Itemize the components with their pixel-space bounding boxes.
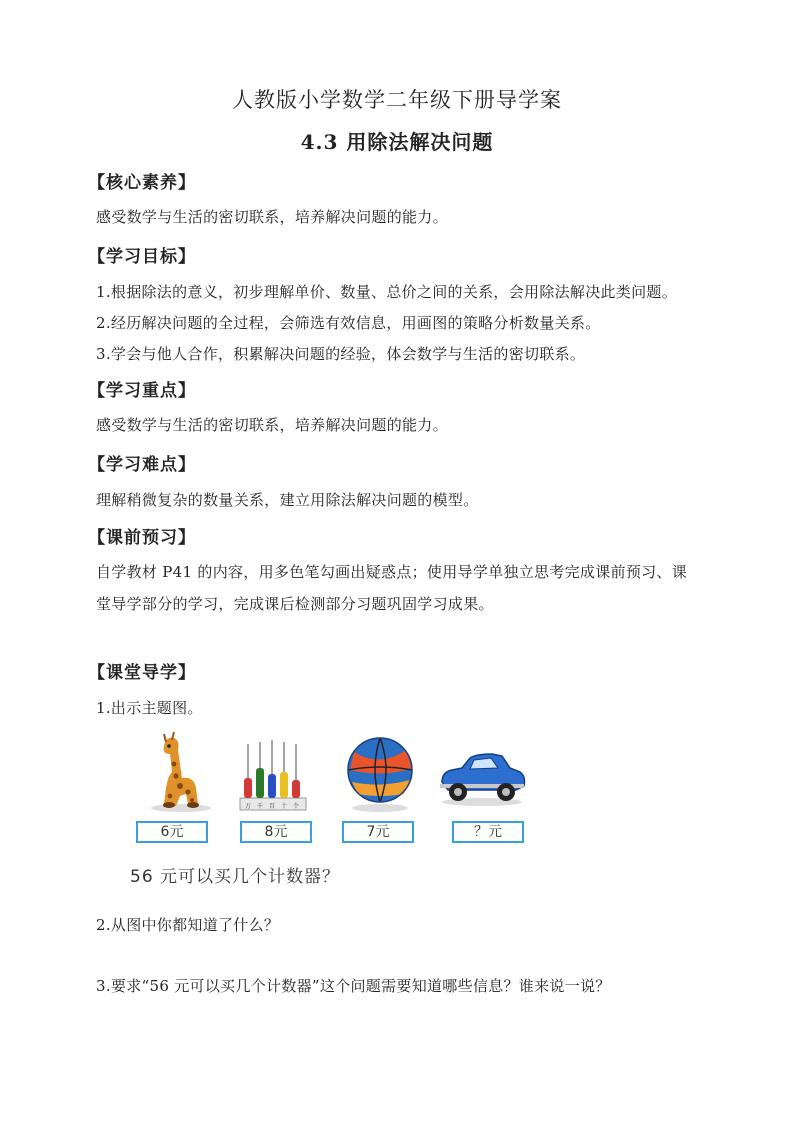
basketball-image [340,728,430,814]
price-box-giraffe: 6元 [136,821,208,843]
price-box-abacus: 8元 [240,821,312,843]
difficulty-heading: 【学习难点】 [88,455,196,475]
goal-item-3: 3.学会与他人合作，积累解决问题的经验，体会数学与生活的密切联系。 [96,345,586,363]
page-title: 人教版小学数学二年级下册导学案 [232,88,562,112]
preview-text-line2: 堂导学部分的学习，完成课后检测部分习题巩固学习成果。 [96,595,494,613]
abacus-label-wan: 万 [244,803,252,810]
abacus-label-shi: 十 [280,803,288,810]
key-heading: 【学习重点】 [88,381,196,401]
guide-step-3: 3.要求“56 元可以买几个计数器”这个问题需要知道哪些信息？谁来说一说？ [96,977,611,995]
goal-item-2: 2.经历解决问题的全过程，会筛选有效信息，用画图的策略分析数量关系。 [96,314,601,332]
abacus-label-ge: 个 [292,803,300,810]
price-box-car: ？元 [452,821,524,843]
lesson-title: 4.3 用除法解决问题 [300,130,494,154]
abacus-image [234,728,324,814]
core-heading: 【核心素养】 [88,173,196,193]
abacus-label-bai: 百 [268,803,276,810]
guide-heading: 【课堂导学】 [88,663,196,683]
goals-heading: 【学习目标】 [88,247,196,267]
key-text: 感受数学与生活的密切联系，培养解决问题的能力。 [96,416,448,434]
price-box-basketball: 7元 [342,821,414,843]
abacus-label-qian: 千 [256,803,264,810]
difficulty-text: 理解稍微复杂的数量关系，建立用除法解决问题的模型。 [96,491,479,509]
theme-figure [130,728,550,888]
preview-text-line1: 自学教材 P41 的内容，用多色笔勾画出疑惑点；使用导学单独立思考完成课前预习、课 [96,563,688,581]
toy-car-image [436,728,526,814]
goal-item-1: 1.根据除法的意义，初步理解单价、数量、总价之间的关系，会用除法解决此类问题。 [96,283,678,301]
giraffe-toy-image [136,728,226,814]
preview-heading: 【课前预习】 [88,528,196,548]
core-text: 感受数学与生活的密切联系，培养解决问题的能力。 [96,208,448,226]
figure-question: 56 元可以买几个计数器？ [130,867,341,887]
guide-step-2: 2.从图中你都知道了什么？ [96,916,280,934]
guide-step-1: 1.出示主题图。 [96,699,203,717]
